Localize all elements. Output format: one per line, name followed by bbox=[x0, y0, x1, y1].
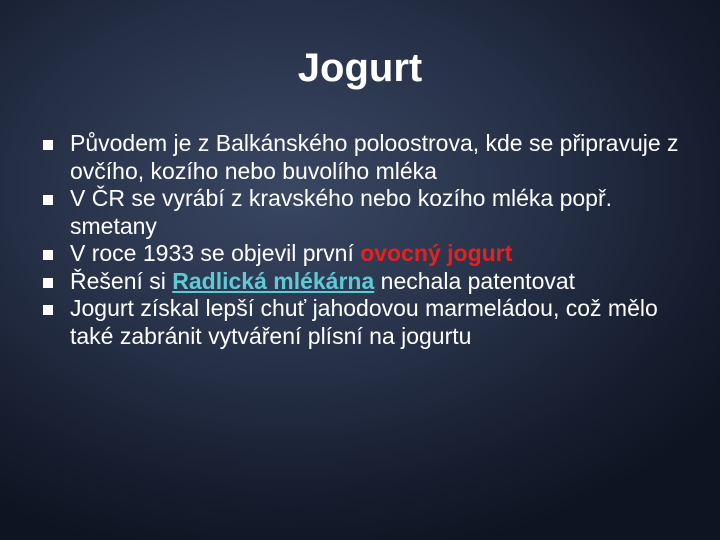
slide-title: Jogurt bbox=[297, 46, 423, 90]
bullet-text: V roce 1933 se objevil první bbox=[70, 240, 361, 266]
bullet-text-continued: nechala patentovat bbox=[374, 267, 576, 294]
bullet-item bbox=[40, 185, 690, 240]
square-bullet-icon bbox=[43, 140, 53, 150]
bullet-item bbox=[40, 295, 690, 350]
bullet-item bbox=[40, 268, 690, 296]
radlicka-mlekarna-link[interactable]: Radlická mlékárna bbox=[172, 267, 375, 294]
bullet-item bbox=[40, 130, 690, 185]
bullet-text: Původem je z Balkánského poloostrova, kde se připravuje z ovčího, kozího nebo buvolího mléka bbox=[70, 130, 679, 184]
highlighted-term: ovocný jogurt bbox=[360, 240, 513, 266]
square-bullet-icon bbox=[43, 278, 53, 288]
square-bullet-icon bbox=[43, 195, 53, 205]
bullet-text: V ČR se vyrábí z kravského nebo kozího mléka popř. smetany bbox=[70, 185, 613, 239]
bullet-list bbox=[40, 130, 690, 350]
bullet-text: Řešení si bbox=[70, 267, 173, 294]
square-bullet-icon bbox=[43, 250, 53, 260]
bullet-item bbox=[40, 240, 690, 268]
bullet-text: Jogurt získal lepší chuť jahodovou marmeládou, což mělo také zabránit vytváření plísní na jogurtu bbox=[70, 295, 658, 349]
square-bullet-icon bbox=[43, 305, 53, 315]
